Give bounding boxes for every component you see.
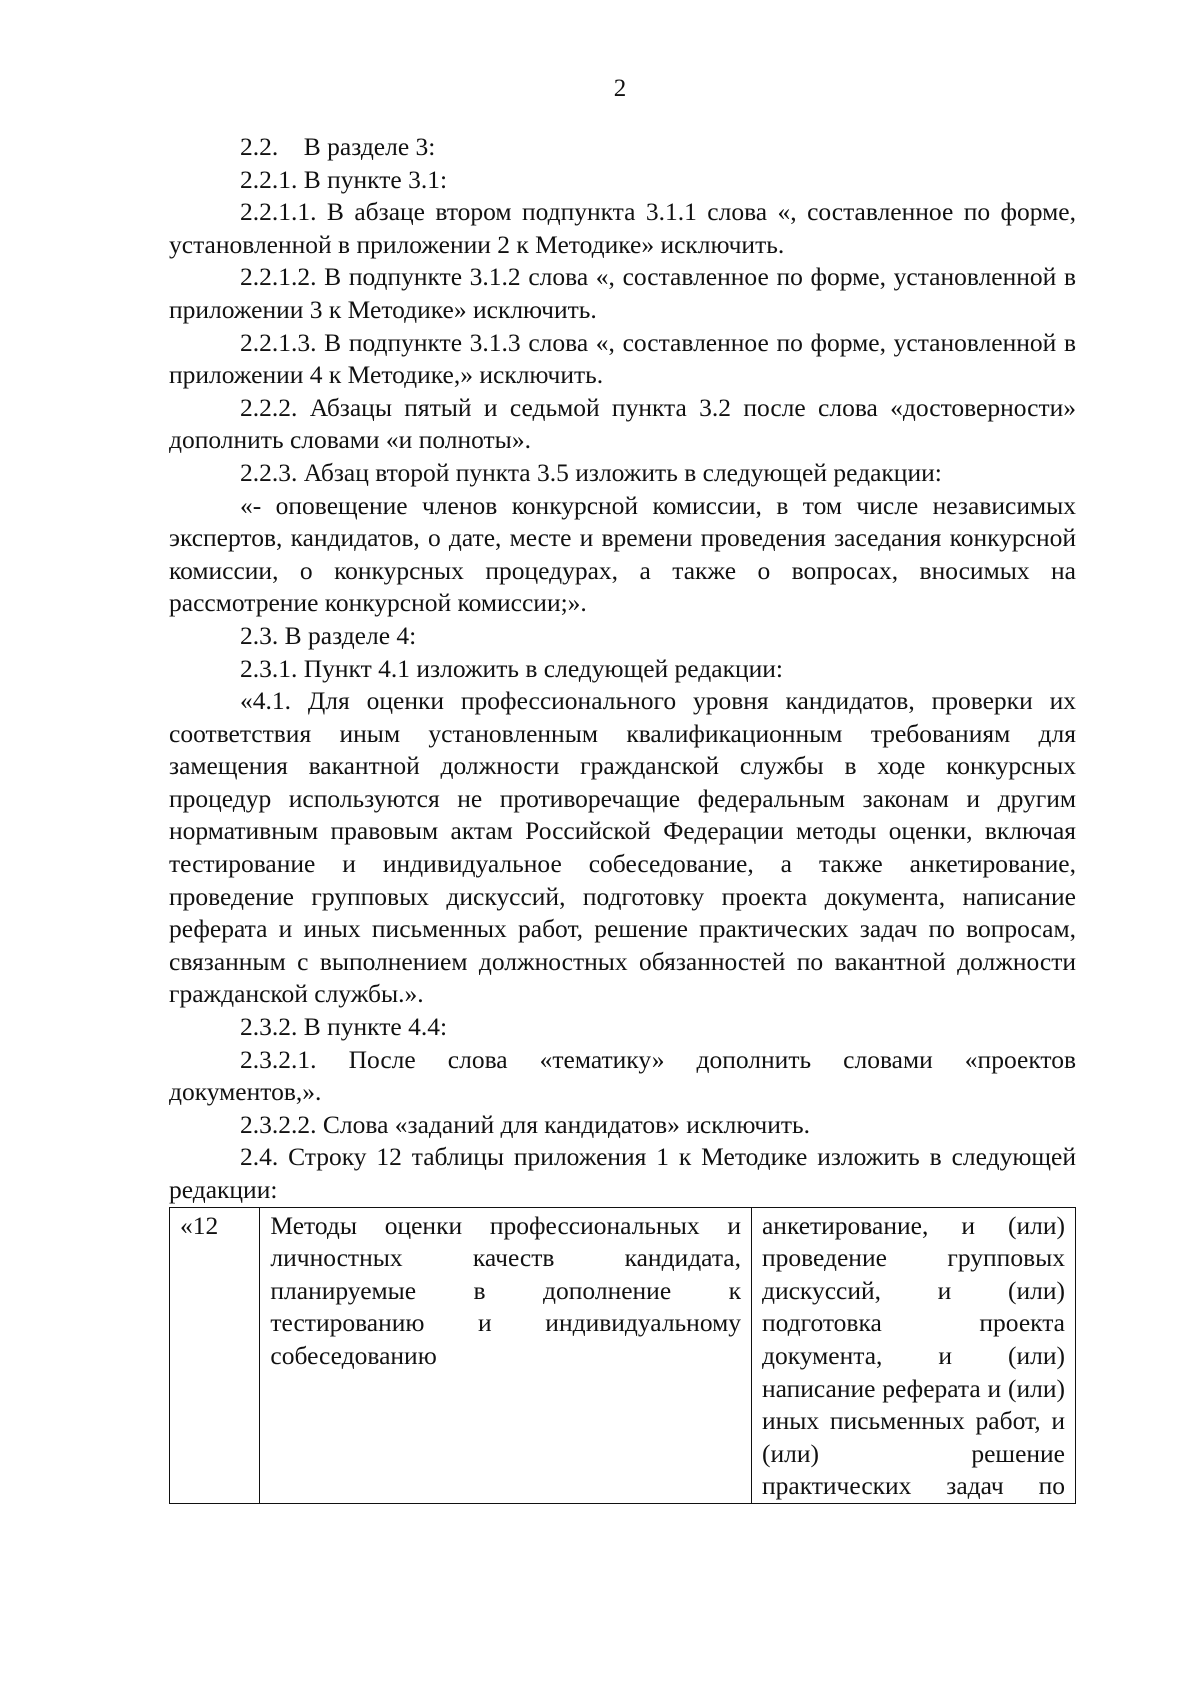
paragraph: 2.2.1.2. В подпункте 3.1.2 слова «, составленное по форме, установленной в приложении 3 к Методике» исключить.: [169, 262, 1076, 324]
paragraph: 2.2.1.3. В подпункте 3.1.3 слова «, составленное по форме, установленной в приложении 4 к Методике,» исключить.: [169, 327, 1076, 390]
table-cell-methods: [751, 1207, 1075, 1503]
paragraph: 2.3.1. Пункт 4.1 изложить в следующей редакции:: [240, 653, 783, 683]
paragraph: 2.3.2.1. После слова «тематику» дополнить словами «проектов документов,».: [169, 1044, 1076, 1107]
paragraph: 2.4. Строку 12 таблицы приложения 1 к Методике изложить в следующей редакции:: [169, 1142, 1076, 1204]
paragraph: «4.1. Для оценки профессионального уровня кандидатов, проверки их соответствия иным установленным квалификационным требованиям для замещения вакантной должности гражданской службы в ходе конкурсных процедур используются не противоречащие федеральным законам и другим нормативным правовым актам Российской Федерации методы оценки, включая тестирование и индивидуальное собеседование, а также анкетирование, проведение групповых дискуссий, подготовку проекта документа, написание реферата и иных письменных работ, решение практических задач по вопросам, связанным с выполнением должностных обязанностей по вакантной должности гражданской службы.».: [169, 686, 1076, 1009]
page-number: 2: [613, 75, 627, 102]
paragraph: 2.2. В разделе 3:: [240, 132, 436, 161]
table-row: [170, 1207, 1076, 1503]
document-body: [169, 131, 1076, 1504]
paragraph: 2.2.1. В пункте 3.1:: [240, 164, 448, 194]
paragraph: 2.3. В разделе 4:: [240, 620, 417, 650]
paragraph: 2.3.2. В пункте 4.4:: [240, 1012, 448, 1042]
paragraph: «- оповещение членов конкурсной комиссии, в том числе независимых экспертов, кандидатов, о дате, месте и времени проведения заседания конкурсной комиссии, о конкурсных процедурах, а также о вопросах, вносимых на рассмотрение конкурсной комиссии;».: [169, 490, 1076, 618]
table-cell-name: [260, 1207, 752, 1503]
paragraph: 2.2.2. Абзацы пятый и седьмой пункта 3.2 после слова «достоверности» дополнить словами «и полноты».: [169, 392, 1076, 455]
table-cell-number: «12: [170, 1207, 260, 1503]
table-cell-name-text: Методы оценки профессиональных и личностных качеств кандидата, планируемые в дополнение к тестированию и индивидуальному собеседованию: [270, 1210, 741, 1370]
paragraph: 2.2.1.1. В абзаце втором подпункта 3.1.1 слова «, составленное по форме, установленной в приложении 2 к Методике» исключить.: [169, 197, 1076, 259]
paragraph: 2.2.3. Абзац второй пункта 3.5 изложить в следующей редакции:: [240, 457, 942, 487]
paragraph: 2.3.2.2. Слова «заданий для кандидатов» исключить.: [240, 1109, 811, 1139]
amendment-table: [169, 1207, 1076, 1504]
table-cell-methods-text: анкетирование, и (или) проведение групповых дискуссий, и (или) подготовка проекта документа, и (или) написание реферата и (или) иных письменных работ, и (или) решение практических задач по: [761, 1210, 1065, 1501]
